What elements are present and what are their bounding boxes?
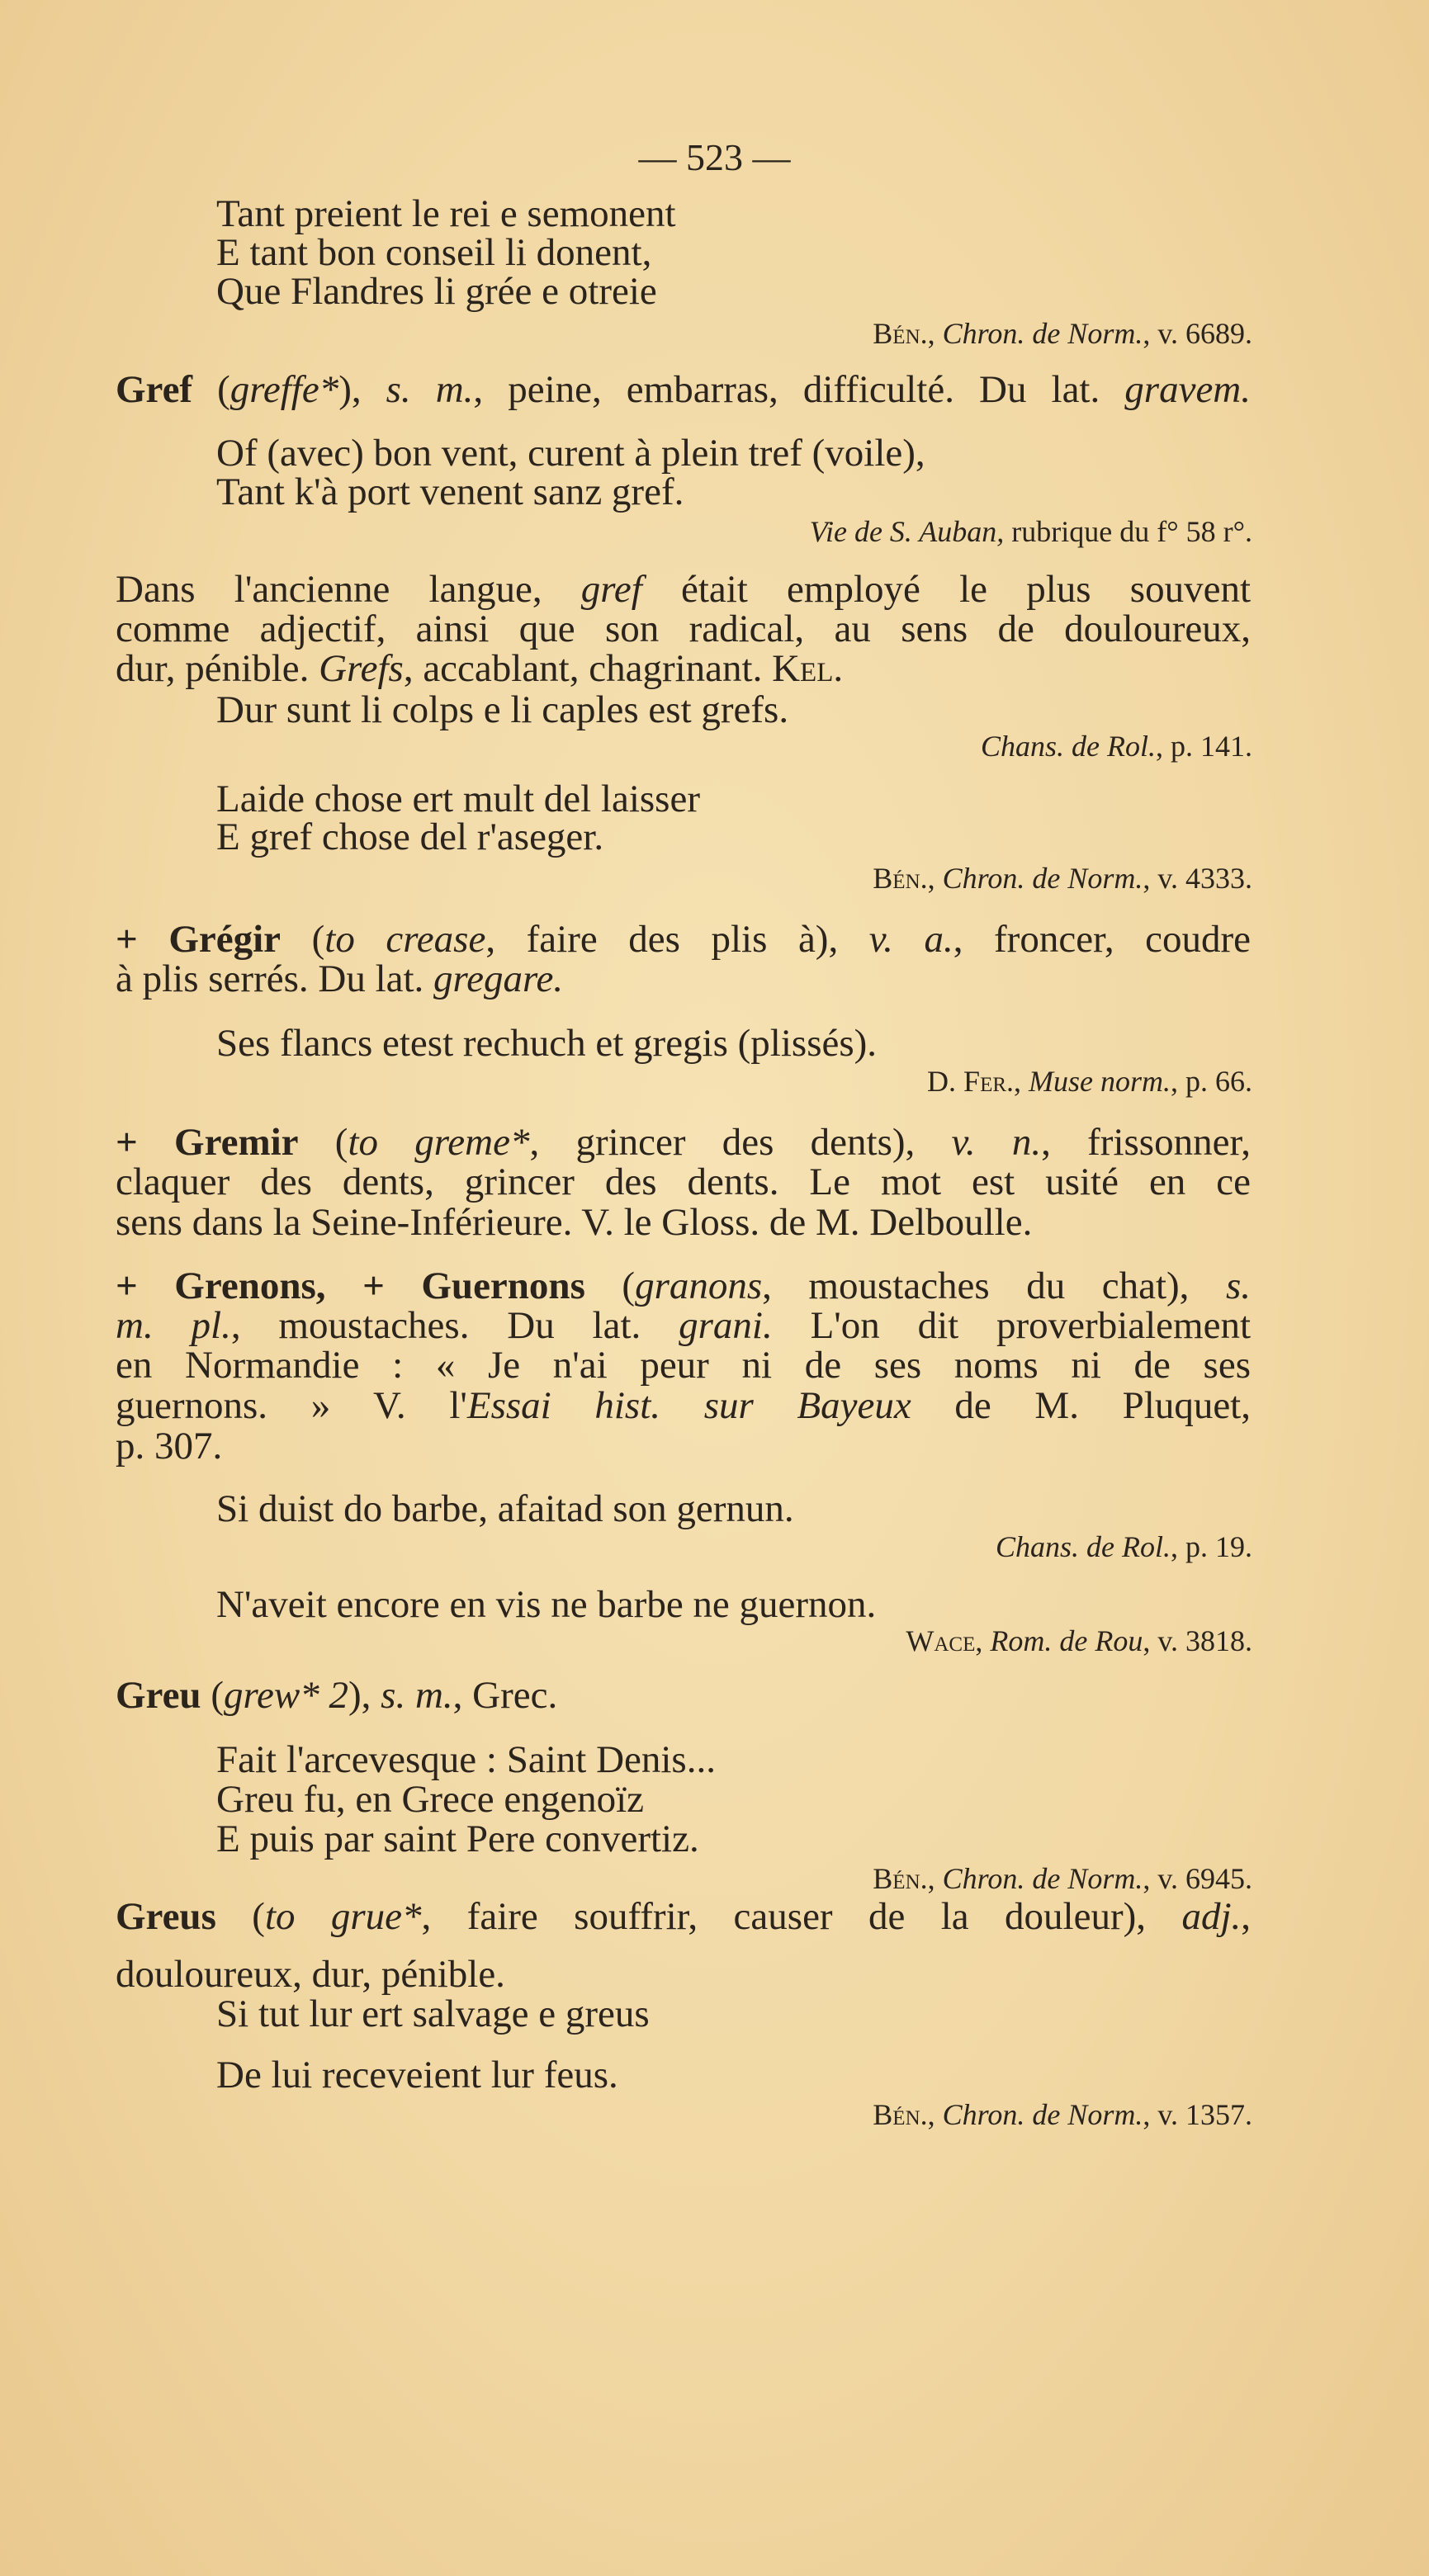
- text: , faire des plis à),: [485, 918, 869, 961]
- entry-text-line: [116, 1425, 222, 1468]
- text: douloureux, dur, pénible.: [116, 1953, 505, 1996]
- italic-text: gravem.: [1124, 368, 1252, 411]
- italic-text: Grefs: [319, 647, 404, 690]
- author-abbrev: Kel.: [772, 647, 844, 690]
- text: Greu fu, en Grece engenoïz: [216, 1778, 645, 1821]
- text: ,: [975, 1624, 991, 1657]
- italic-text: v. n.: [951, 1121, 1042, 1164]
- author-abbrev: D. Fer.: [927, 1065, 1015, 1098]
- entry-text-line: [116, 957, 563, 1000]
- verse-line: [216, 2054, 618, 2096]
- italic-text: Chron. de Norm.: [942, 2098, 1143, 2131]
- citation: [873, 312, 1252, 355]
- text: , faire souffrir, causer de la douleur),: [421, 1895, 1182, 1938]
- text: ,: [1014, 1065, 1029, 1098]
- entry-text-line: [116, 1344, 1251, 1387]
- italic-text: grani.: [679, 1304, 773, 1347]
- text: Tant k'à port venent sanz gref.: [216, 470, 684, 513]
- text: , froncer, coudre: [953, 918, 1252, 961]
- entry-text-line: [116, 1304, 1251, 1347]
- verse-line: [216, 1022, 877, 1065]
- citation: [873, 1857, 1252, 1900]
- entry-text-line: [116, 1160, 1251, 1203]
- verse-line: [216, 1583, 876, 1626]
- italic-text: Muse norm.: [1029, 1065, 1171, 1098]
- italic-text: to greme*: [348, 1121, 530, 1164]
- verse-line: [216, 270, 657, 313]
- text: , v. 3818.: [1143, 1624, 1252, 1657]
- italic-text: greffe*: [229, 368, 339, 411]
- text: (: [298, 1121, 348, 1164]
- citation: [981, 725, 1252, 768]
- italic-text: Chron. de Norm.: [942, 317, 1143, 350]
- text: L'on dit proverbialement: [772, 1304, 1252, 1347]
- text: sens dans la Seine-Inférieure. V. le Gloss. de M. Delboulle.: [116, 1201, 1033, 1244]
- entry-text-line: [116, 1674, 557, 1717]
- citation: [906, 1619, 1252, 1662]
- text: ),: [348, 1674, 381, 1717]
- verse-line: [216, 1992, 650, 2035]
- verse-line: [216, 1778, 644, 1821]
- text: , v. 1357.: [1143, 2098, 1252, 2131]
- headword: + Grégir: [116, 918, 282, 961]
- text: , accablant, chagrinant.: [403, 647, 773, 690]
- author-abbrev: Wace: [906, 1624, 976, 1657]
- verse-line: [216, 1487, 794, 1530]
- text: ,: [927, 2098, 943, 2131]
- text: , p. 19.: [1171, 1530, 1252, 1563]
- text: , moustaches. Du lat.: [230, 1304, 679, 1347]
- citation: [927, 1060, 1252, 1103]
- verse-line: [216, 815, 603, 858]
- headword: Greus: [116, 1895, 216, 1938]
- text: Que Flandres li grée e otreie: [216, 270, 657, 313]
- text: , frissonner,: [1041, 1121, 1251, 1164]
- italic-text: Chans. de Rol.: [981, 730, 1156, 763]
- citation: [996, 1525, 1252, 1568]
- verse-line: [216, 688, 788, 731]
- text: De lui receveient lur feus.: [216, 2054, 618, 2096]
- entry-text-line: [116, 1953, 505, 1996]
- verse-line: [216, 1738, 716, 1781]
- text: , peine, embarras, difficulté. Du lat.: [473, 368, 1125, 411]
- italic-text: granons: [635, 1264, 763, 1307]
- text: ,: [927, 1862, 943, 1895]
- italic-text: Essai hist. sur Bayeux: [466, 1384, 911, 1427]
- italic-text: gref: [580, 568, 642, 611]
- text: dur, pénible.: [116, 647, 319, 690]
- text: Ses flancs etest rechuch et gregis (plissés).: [216, 1022, 878, 1065]
- headword: Gref: [116, 368, 193, 411]
- text: rubrique du f° 58 r°.: [1004, 515, 1252, 548]
- text: (: [192, 368, 230, 411]
- entry-text-line: [116, 1121, 1251, 1164]
- italic-text: grew* 2: [223, 1674, 348, 1717]
- text: E gref chose del r'aseger.: [216, 815, 604, 858]
- text: était employé le plus souvent: [641, 568, 1251, 611]
- text: ,: [927, 317, 943, 350]
- text: Fait l'arcevesque : Saint Denis...: [216, 1738, 716, 1781]
- text: guernons. » V. l': [116, 1384, 467, 1427]
- text: Tant preient le rei e semonent: [216, 192, 676, 235]
- text: , Grec.: [452, 1674, 558, 1717]
- page-number: [0, 136, 1429, 179]
- text: E tant bon conseil li donent,: [216, 231, 652, 274]
- text: de M. Pluquet,: [911, 1384, 1251, 1427]
- italic-text: s. m.: [381, 1674, 453, 1717]
- entry-text-line: [116, 1201, 1032, 1244]
- text: Of (avec) bon vent, curent à plein tref (voile),: [216, 432, 925, 475]
- italic-text: s.: [1225, 1264, 1251, 1307]
- text: (: [201, 1674, 224, 1717]
- citation: [873, 2093, 1252, 2136]
- text: , v. 4333.: [1143, 862, 1252, 895]
- entry-text-line: [116, 368, 1251, 411]
- text: ),: [338, 368, 386, 411]
- italic-text: Rom. de Rou: [990, 1624, 1143, 1657]
- text: ,: [1241, 1895, 1251, 1938]
- italic-text: adj.: [1181, 1895, 1242, 1938]
- headword: + Gremir: [116, 1121, 299, 1164]
- author-abbrev: Bén.: [873, 317, 928, 350]
- entry-text-line: [116, 647, 843, 690]
- entry-text-line: [116, 1264, 1251, 1307]
- entry-text-line: [116, 918, 1251, 961]
- text: p. 307.: [116, 1425, 223, 1468]
- verse-line: [216, 470, 684, 513]
- text: (: [584, 1264, 636, 1307]
- author-abbrev: Bén.: [873, 862, 928, 895]
- verse-line: [216, 192, 676, 235]
- text: , p. 141.: [1156, 730, 1252, 763]
- text: — 523 —: [638, 136, 791, 178]
- text: Dur sunt li colps e li caples est grefs.: [216, 688, 789, 731]
- text: à plis serrés. Du lat.: [116, 957, 434, 1000]
- text: N'aveit encore en vis ne barbe ne guernon.: [216, 1583, 877, 1626]
- entry-text-line: [116, 1895, 1251, 1938]
- verse-line: [216, 432, 925, 475]
- text: E puis par saint Pere convertiz.: [216, 1817, 699, 1860]
- text: claquer des dents, grincer des dents. Le mot est usité en ce: [116, 1160, 1251, 1203]
- italic-text: Chans. de Rol.: [996, 1530, 1171, 1563]
- text: , p. 66.: [1171, 1065, 1252, 1098]
- text: Si duist do barbe, afaitad son gernun.: [216, 1487, 794, 1530]
- italic-text: to grue*: [264, 1895, 422, 1938]
- italic-text: m. pl.: [116, 1304, 231, 1347]
- italic-text: gregare.: [433, 957, 564, 1000]
- verse-line: [216, 778, 700, 820]
- text: (: [281, 918, 325, 961]
- text: , grincer des dents),: [529, 1121, 952, 1164]
- citation: [873, 857, 1252, 900]
- verse-line: [216, 231, 651, 274]
- citation: [810, 510, 1252, 553]
- text: , moustaches du chat),: [762, 1264, 1226, 1307]
- italic-text: Chron. de Norm.: [942, 862, 1143, 895]
- italic-text: to crease: [324, 918, 486, 961]
- entry-text-line: [116, 1384, 1251, 1427]
- text: (: [215, 1895, 265, 1938]
- entry-text-line: [116, 607, 1251, 650]
- italic-text: Vie de S. Auban,: [809, 515, 1005, 548]
- italic-text: v. a.: [868, 918, 953, 961]
- text: Dans l'ancienne langue,: [116, 568, 581, 611]
- italic-text: Chron. de Norm.: [942, 1862, 1143, 1895]
- text: ,: [927, 862, 943, 895]
- italic-text: s. m.: [386, 368, 474, 411]
- text: , v. 6689.: [1143, 317, 1252, 350]
- entry-text-line: [116, 568, 1251, 611]
- headword: Greu: [116, 1674, 201, 1717]
- verse-line: [216, 1817, 699, 1860]
- text: Laide chose ert mult del laisser: [216, 778, 700, 820]
- text: comme adjectif, ainsi que son radical, au sens de douloureux,: [116, 607, 1251, 650]
- headword: + Grenons, + Guernons: [116, 1264, 585, 1307]
- author-abbrev: Bén.: [873, 1862, 928, 1895]
- author-abbrev: Bén.: [873, 2098, 928, 2131]
- text: en Normandie : « Je n'ai peur ni de ses noms ni de ses: [116, 1344, 1251, 1387]
- text: , v. 6945.: [1143, 1862, 1252, 1895]
- text: Si tut lur ert salvage e greus: [216, 1992, 650, 2035]
